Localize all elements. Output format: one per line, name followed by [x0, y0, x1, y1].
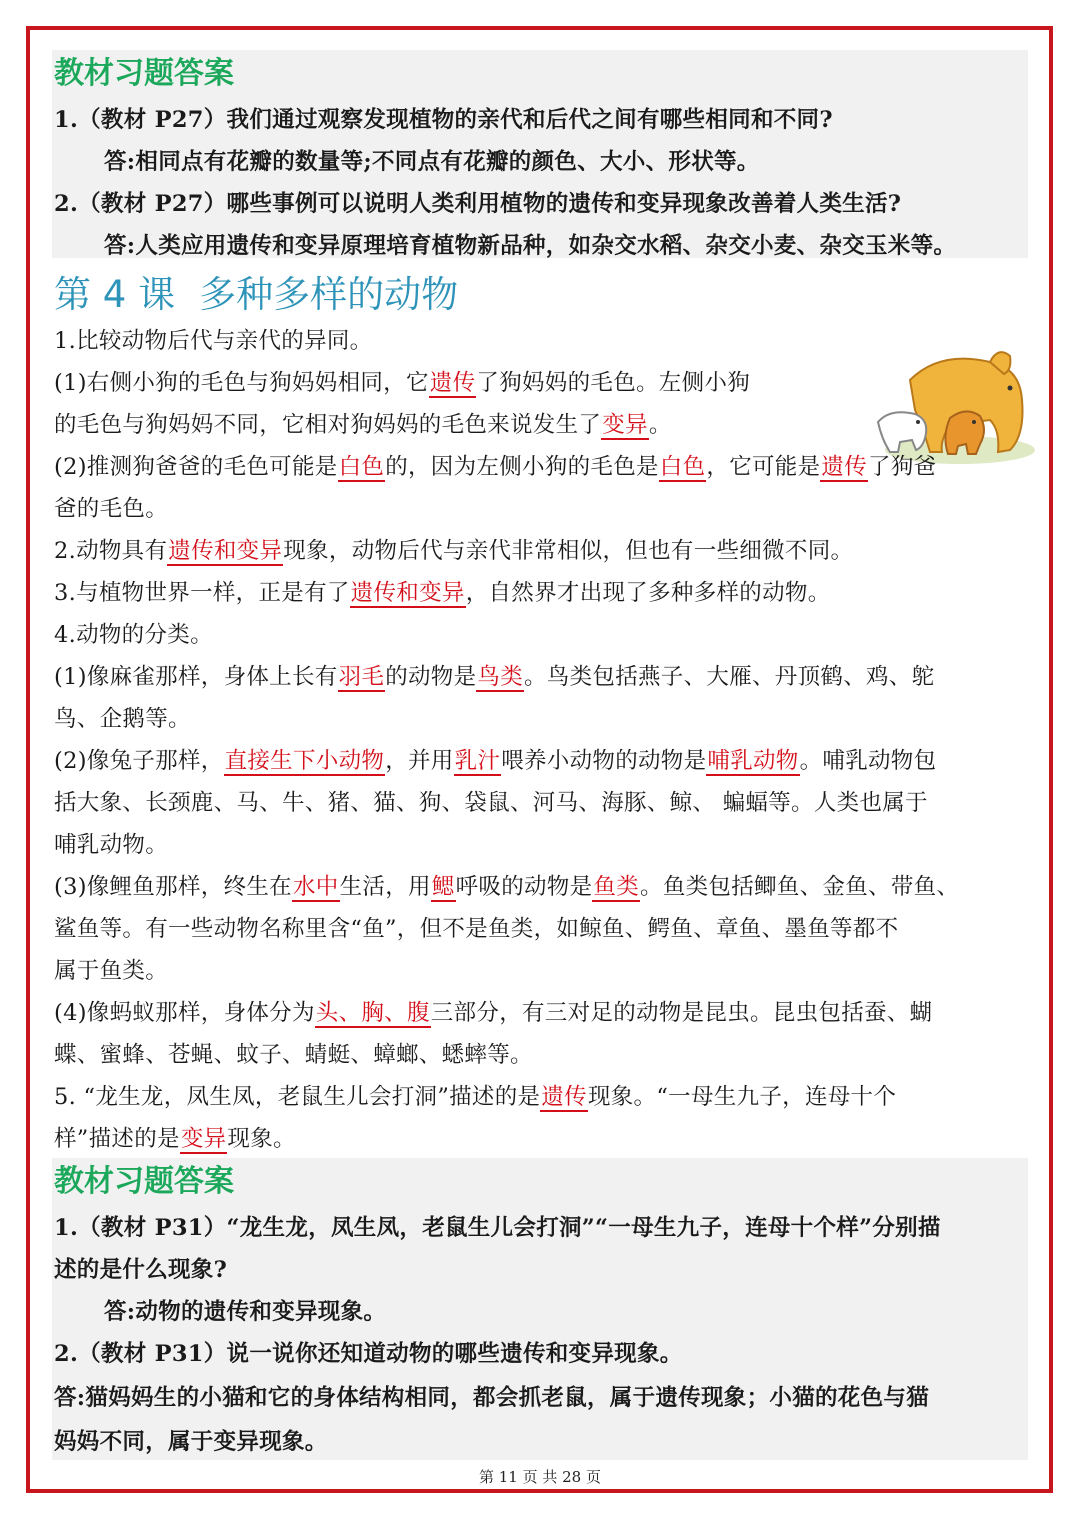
answer-blank: 鳃	[431, 874, 455, 900]
question-4: 2.（教材 P31）说一说你还知道动物的哪些遗传和变异现象。	[54, 1341, 683, 1367]
answer-blank: 白色	[338, 454, 385, 480]
lesson-line-20: 样”描述的是变异现象。	[54, 1126, 296, 1152]
lesson-line-11: (2)像兔子那样，直接生下小动物，并用乳汁喂养小动物的动物是哺乳动物。哺乳动物包	[54, 748, 937, 774]
lesson-line-14: (3)像鲤鱼那样，终生在水中生活，用鳃呼吸的动物是鱼类。鱼类包括鲫鱼、金鱼、带鱼、	[54, 874, 960, 900]
lesson-name: 多种多样的动物	[199, 273, 459, 316]
lesson-line-5: 爸的毛色。	[54, 496, 169, 522]
answer-2: 答:人类应用遗传和变异原理培育植物新品种，如杂交水稻、杂交小麦、杂交玉米等。	[104, 233, 957, 259]
lesson-line-6: 2.动物具有遗传和变异现象，动物后代与亲代非常相似，但也有一些细微不同。	[54, 538, 854, 564]
lesson-line-18: 蝶、蜜蜂、苍蝇、蚊子、蜻蜓、蟑螂、蟋蟀等。	[54, 1042, 533, 1068]
lesson-line-2: (1)右侧小狗的毛色与狗妈妈相同，它遗传了狗妈妈的毛色。左侧小狗	[54, 370, 750, 396]
lesson-line-17: (4)像蚂蚁那样，身体分为头、胸、腹三部分，有三对足的动物是昆虫。昆虫包括蚕、蝴	[54, 1000, 933, 1026]
answer-blank: 变异	[602, 412, 648, 438]
answer-blank: 直接生下小动物	[224, 748, 385, 774]
answer-4-cont: 妈妈不同，属于变异现象。	[54, 1429, 328, 1455]
lesson-number: 第 4 课	[54, 273, 176, 316]
section-heading-1: 教材习题答案	[54, 56, 234, 91]
answer-blank: 遗传	[429, 370, 476, 396]
answer-blank: 白色	[659, 454, 706, 480]
lesson-line-12: 括大象、长颈鹿、马、牛、猪、猫、狗、袋鼠、河马、海豚、鲸、 蝙蝠等。人类也属于	[54, 790, 928, 816]
answer-4: 答:猫妈妈生的小猫和它的身体结构相同，都会抓老鼠，属于遗传现象；小猫的花色与猫	[54, 1385, 930, 1411]
answer-blank: 鱼类	[593, 874, 640, 900]
lesson-line-13: 哺乳动物。	[54, 832, 169, 858]
lesson-line-4: (2)推测狗爸爸的毛色可能是白色的，因为左侧小狗的毛色是白色，它可能是遗传了狗爸	[54, 454, 937, 480]
lesson-line-3: 的毛色与狗妈妈不同，它相对狗妈妈的毛色来说发生了变异。	[54, 412, 672, 438]
lesson-title	[54, 271, 482, 319]
question-2: 2.（教材 P27）哪些事例可以说明人类利用植物的遗传和变异现象改善着人类生活?	[54, 191, 902, 217]
answer-blank: 遗传	[541, 1084, 587, 1110]
lesson-line-10: 鸟、企鹅等。	[54, 706, 191, 732]
lesson-line-1: 1.比较动物后代与亲代的异同。	[54, 328, 373, 354]
lesson-line-16: 属于鱼类。	[54, 958, 169, 984]
answer-blank: 羽毛	[338, 664, 385, 690]
lesson-line-19: 5. “龙生龙，凤生凤，老鼠生儿会打洞”描述的是遗传现象。“一母生九子，连母十个	[54, 1084, 897, 1110]
answer-blank: 头、胸、腹	[315, 1000, 430, 1026]
lesson-line-8: 4.动物的分类。	[54, 622, 213, 648]
section-heading-2: 教材习题答案	[54, 1164, 234, 1199]
lesson-line-9: (1)像麻雀那样，身体上长有羽毛的动物是鸟类。鸟类包括燕子、大雁、丹顶鹤、鸡、鸵	[54, 664, 935, 690]
answer-blank: 变异	[180, 1126, 227, 1152]
answer-blank: 乳汁	[454, 748, 501, 774]
question-3: 1.（教材 P31）“龙生龙，凤生凤，老鼠生儿会打洞”“一母生九子，连母十个样”分别描	[54, 1215, 941, 1241]
answer-blank: 遗传	[821, 454, 868, 480]
page-number: 第 11 页 共 28 页	[478, 1468, 601, 1486]
answer-blank: 遗传和变异	[350, 580, 465, 606]
question-1: 1.（教材 P27）我们通过观察发现植物的亲代和后代之间有哪些相同和不同?	[54, 107, 833, 133]
answer-1: 答:相同点有花瓣的数量等;不同点有花瓣的颜色、大小、形状等。	[104, 149, 760, 175]
answer-blank: 水中	[292, 874, 339, 900]
answer-blank: 遗传和变异	[168, 538, 283, 564]
answer-blank: 哺乳动物	[707, 748, 799, 774]
lesson-line-15: 鲨鱼等。有一些动物名称里含“鱼”，但不是鱼类，如鲸鱼、鳄鱼、章鱼、墨鱼等都不	[54, 916, 899, 942]
answer-blank: 鸟类	[477, 664, 523, 690]
answer-3: 答:动物的遗传和变异现象。	[104, 1299, 387, 1325]
question-3-cont: 述的是什么现象?	[54, 1257, 228, 1283]
lesson-line-7: 3.与植物世界一样，正是有了遗传和变异，自然界才出现了多种多样的动物。	[54, 580, 831, 606]
